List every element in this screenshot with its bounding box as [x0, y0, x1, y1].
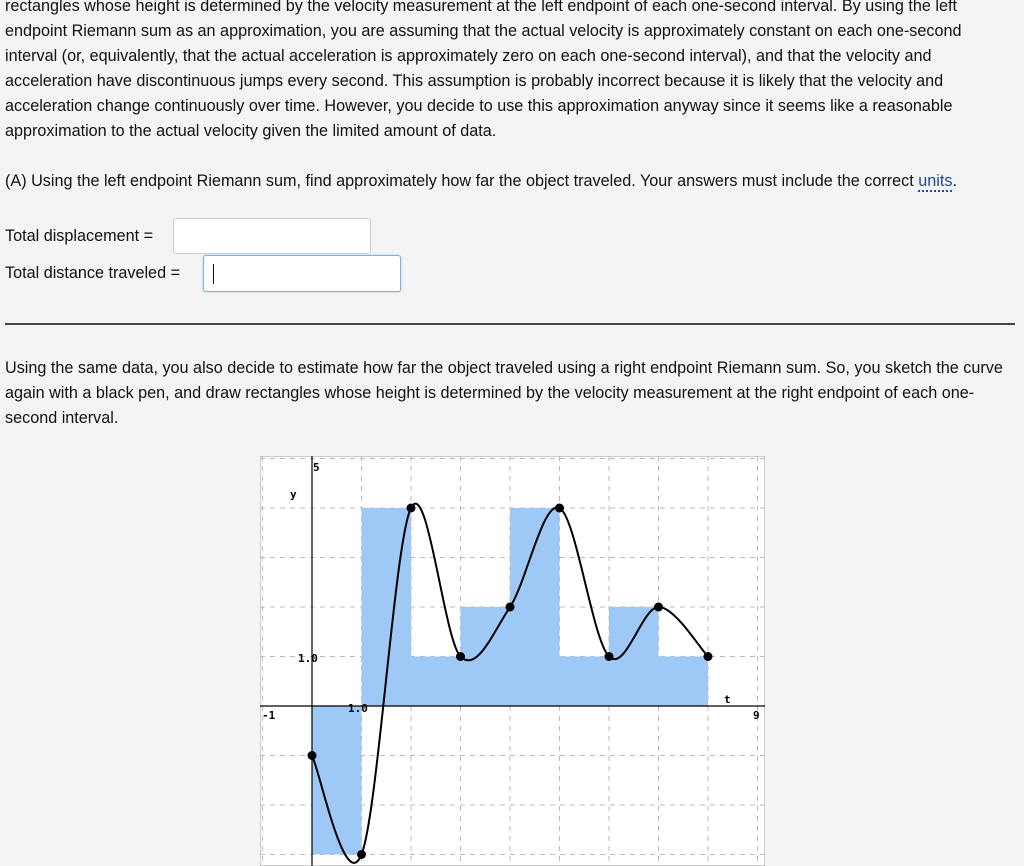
t-max-label: 9: [753, 709, 760, 722]
distance-label: Total distance traveled =: [5, 264, 181, 282]
data-point: [456, 652, 465, 661]
t-axis-label: t: [724, 693, 731, 706]
displacement-input[interactable]: [173, 218, 371, 254]
data-point: [555, 504, 564, 513]
riemann-rect: [659, 657, 709, 707]
text-caret: [213, 264, 214, 284]
y-axis-label: y: [290, 488, 297, 501]
riemann-rect: [411, 657, 461, 707]
section-divider: [5, 323, 1015, 325]
data-point: [704, 652, 713, 661]
y-max-label: 5: [313, 461, 320, 474]
data-point: [506, 603, 515, 612]
riemann-rect: [609, 607, 659, 706]
part-a-question-text: (A) Using the left endpoint Riemann sum, find approximately how far the object traveled. Your answers must include the correct: [5, 172, 914, 190]
riemann-rect: [510, 508, 560, 706]
data-point: [308, 751, 317, 760]
riemann-rect: [560, 657, 610, 707]
data-point: [605, 652, 614, 661]
units-link[interactable]: units: [918, 172, 953, 190]
part-a-question: [5, 169, 1015, 194]
displacement-label: Total displacement =: [5, 227, 154, 245]
riemann-rect: [461, 607, 511, 706]
velocity-graph: [260, 456, 765, 866]
data-point: [654, 603, 663, 612]
data-point: [357, 850, 366, 859]
t-min-label: -1: [262, 709, 276, 722]
part-a-question-end: .: [952, 172, 957, 190]
distance-input[interactable]: [203, 255, 401, 292]
intro-paragraph: rectangles whose height is determined by the velocity measurement at the left endpoint of each one-second interval. By using the left endpoint Riemann sum as an approximation, you are assuming that the actual velocity is approximately constant on each one-second interval (or, equivalently, that the actual acceleration is approximately zero on each one-second interval), and that the velocity and acceleration have discontinuous jumps every second. This assumption is probably incorrect because it is likely that the velocity and acceleration change continuously over time. However, you decide to use this approximation anyway since it seems like a reasonable approximation to the actual velocity given the limited amount of data.: [5, 0, 962, 140]
y-tick-label: 1.0: [298, 652, 318, 665]
t-tick-label: 1.0: [348, 702, 368, 715]
right-endpoint-paragraph: Using the same data, you also decide to estimate how far the object traveled using a right endpoint Riemann sum. So, you sketch the curve again with a black pen, and draw rectangles whose height is determined by the velocity measurement at the right endpoint of each one-second interval.: [5, 359, 1003, 427]
data-point: [407, 504, 416, 513]
